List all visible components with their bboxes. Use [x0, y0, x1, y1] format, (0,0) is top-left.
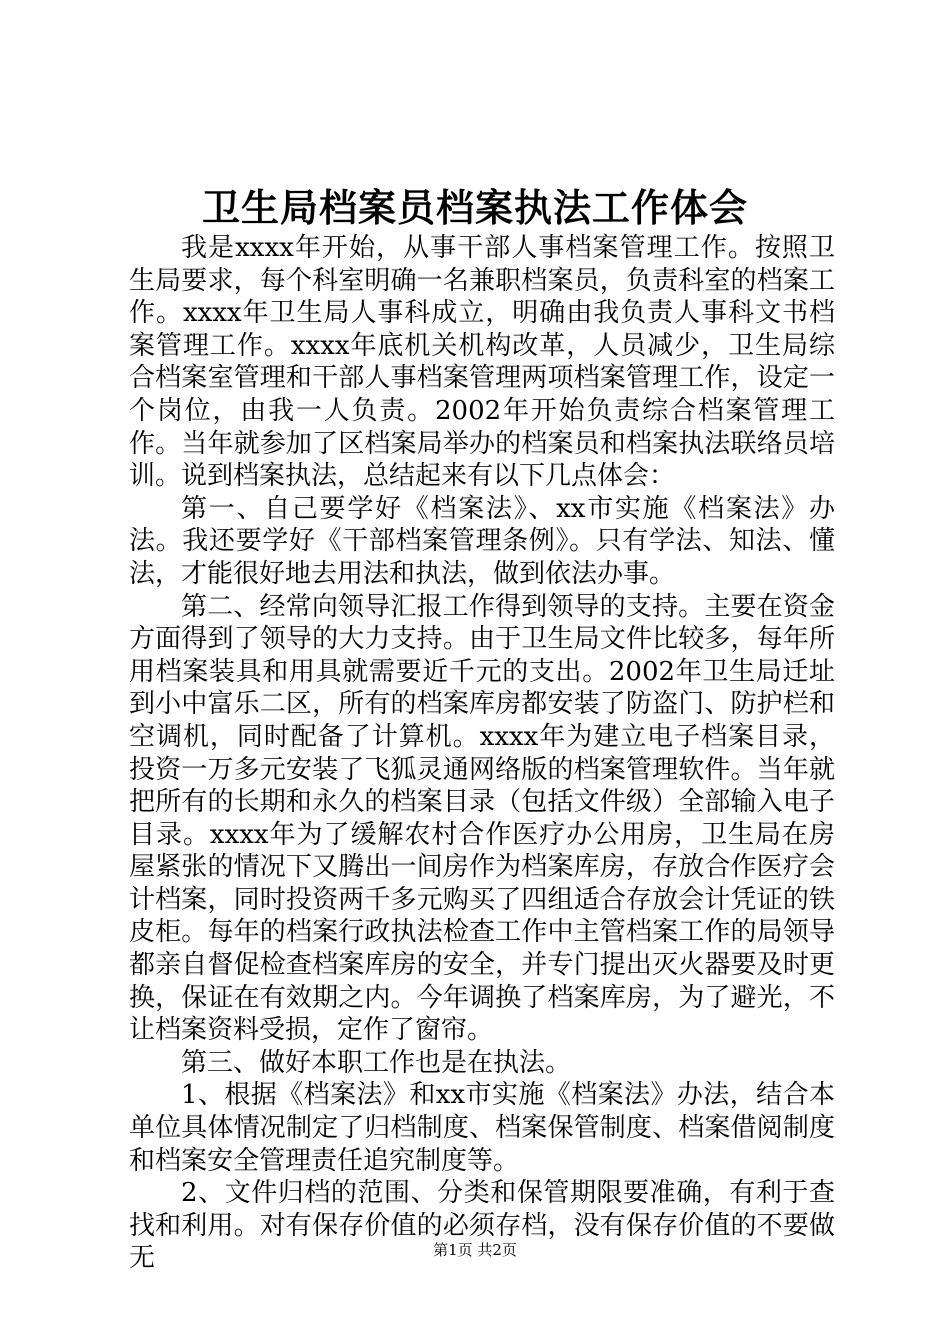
- document-body: [129, 232, 835, 1275]
- document-title: 卫生局档案员档案执法工作体会: [201, 185, 748, 230]
- paragraph-third-point: 第三、做好本职工作也是在执法。: [181, 1047, 572, 1078]
- page-number-footer: 第1页 共2页: [433, 1241, 517, 1259]
- paragraph-item-2: 2、文件归档的范围、分类和保管期限要准确，有利于查找和利用。对有保存价值的必须存档，没有保存价值的不要做无: [129, 1178, 835, 1274]
- paragraph-second-point: 第二、经常向领导汇报工作得到领导的支持。主要在资金方面得到了领导的大力支持。由于卫生局文件比较多，每年所用档案装具和用具就需要近千元的支出。2002年卫生局迁址到小中富乐二区，所有的档案库房都安装了防盗门、防护栏和空调机，同时配备了计算机。xxxx年为建立电子档案目录，投资一万多元安装了飞狐灵通网络版的档案管理软件。当年就把所有的长期和永久的档案目录（包括文件级）全部输入电子目录。xxxx年为了缓解农村合作医疗办公用房，卫生局在房屋紧张的情况下又腾出一间房作为档案库房，存放合作医疗会计档案，同时投资两千多元购买了四组适合存放会计凭证的铁皮柜。每年的档案行政执法检查工作中主管档案工作的局领导都亲自督促检查档案库房的安全，并专门提出灭火器要及时更换，保证在有效期之内。今年调换了档案库房，为了避光，不让档案资料受损，定作了窗帘。: [129, 591, 835, 1046]
- paragraph-item-1: 1、根据《档案法》和xx市实施《档案法》办法，结合本单位具体情况制定了归档制度、档案保管制度、档案借阅制度和档案安全管理责任追究制度等。: [129, 1080, 835, 1176]
- paragraph-intro: 我是xxxx年开始，从事干部人事档案管理工作。按照卫生局要求，每个科室明确一名兼职档案员，负责科室的档案工作。xxxx年卫生局人事科成立，明确由我负责人事科文书档案管理工作。xxxx年底机关机构改革，人员减少，卫生局综合档案室管理和干部人事档案管理两项档案管理工作，设定一个岗位，由我一人负责。2002年开始负责综合档案管理工作。当年就参加了区档案局举办的档案员和档案执法联络员培训。说到档案执法，总结起来有以下几点体会：: [129, 233, 835, 492]
- paragraph-first-point: 第一、自己要学好《档案法》、xx市实施《档案法》办法。我还要学好《干部档案管理条例》。只有学法、知法、懂法，才能很好地去用法和执法，做到依法办事。: [129, 493, 835, 589]
